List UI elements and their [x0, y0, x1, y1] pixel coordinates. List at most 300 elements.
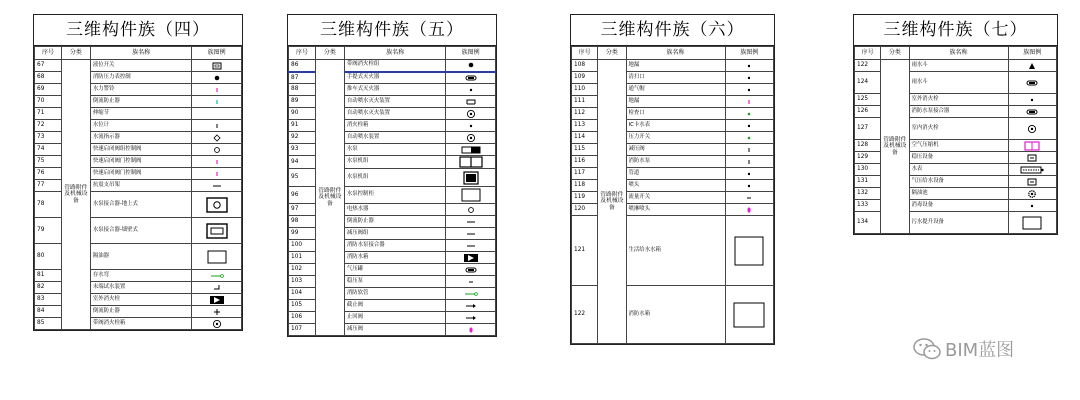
row-number: 110 [572, 84, 598, 96]
family-symbol [446, 300, 496, 312]
row-number: 71 [35, 108, 62, 120]
row-category: 管路附件及机械设备 [61, 60, 90, 330]
family-symbol [725, 120, 774, 132]
family-name: 气压罐 [344, 264, 445, 276]
family-name: 喷头 [626, 180, 725, 192]
family-symbol [725, 156, 774, 168]
family-symbol [1008, 60, 1057, 72]
family-name: 自动喷水装置 [344, 132, 445, 144]
family-name: 检查口 [626, 108, 725, 120]
row-number: 79 [35, 218, 62, 244]
box-rect-icon [194, 223, 239, 239]
column-header-category: 分类 [881, 47, 909, 60]
row-number: 75 [35, 156, 62, 168]
circle-dot-icon [1011, 124, 1055, 134]
family-name: 减压阀组 [344, 228, 445, 240]
dot-small-icon [728, 123, 772, 129]
row-number: 87 [289, 72, 316, 84]
family-name: 水力警铃 [90, 84, 191, 96]
column-header-symbol: 族图例 [1008, 47, 1057, 60]
magenta-box-icon [1011, 141, 1055, 151]
row-number: 100 [289, 240, 316, 252]
table-row [855, 60, 1057, 72]
family-symbol [446, 132, 496, 144]
plus-icon [194, 308, 239, 316]
pill-icon [448, 267, 493, 273]
small-rect-icon [1011, 178, 1055, 186]
family-table [34, 46, 242, 330]
row-number: 124 [855, 72, 881, 94]
row-number: 97 [289, 204, 316, 216]
family-name: 室外消火栓 [90, 294, 191, 306]
family-name: 止回阀 [344, 312, 445, 324]
column-header-category: 分类 [598, 47, 626, 60]
row-number: 95 [289, 169, 316, 187]
family-name: 水泵接合器-地上式 [90, 192, 191, 218]
family-name: 存水弯 [90, 270, 191, 282]
row-number: 101 [289, 252, 316, 264]
tick-magenta-icon [194, 171, 239, 177]
family-name: 快速启闭阀门控制阀 [90, 168, 191, 180]
family-symbol [192, 218, 242, 244]
row-number: 73 [35, 132, 62, 144]
family-table [571, 46, 774, 344]
box-plain-icon [448, 187, 493, 203]
table-row [572, 60, 774, 72]
double-box-icon [448, 156, 493, 168]
row-number: 120 [572, 204, 598, 216]
dash-icon [448, 231, 493, 237]
wechat-icon [913, 338, 941, 360]
pipe-icon [448, 98, 493, 106]
row-number: 76 [35, 168, 62, 180]
family-symbol [446, 72, 496, 84]
row-category: 管路附件及机械设备 [881, 60, 909, 234]
row-number: 84 [35, 306, 62, 318]
row-number: 128 [855, 140, 881, 152]
family-symbol [725, 286, 774, 344]
family-symbol [192, 132, 242, 144]
triangle-box-icon [448, 253, 493, 263]
row-number: 122 [572, 286, 598, 344]
family-symbol [1008, 188, 1057, 200]
circle-small-icon [448, 206, 493, 214]
box-large-icon [728, 235, 772, 267]
family-name: 水泵控制柜 [344, 187, 445, 204]
row-number: 78 [35, 192, 62, 218]
column-header-symbol: 族图例 [725, 47, 774, 60]
family-name: 推车式灭火器 [344, 84, 445, 96]
family-name: 水流指示器 [90, 132, 191, 144]
column-header-no: 序号 [289, 47, 316, 60]
family-symbol [725, 192, 774, 204]
column-header-name: 族名称 [626, 47, 725, 60]
family-name: 倒流防止器 [344, 216, 445, 228]
family-name: 生活给水水箱 [626, 216, 725, 286]
rect-half-icon [448, 146, 493, 154]
row-number: 68 [35, 72, 62, 84]
row-number: 91 [289, 120, 316, 132]
family-symbol [446, 276, 496, 288]
table-row [35, 60, 242, 72]
row-number: 92 [289, 132, 316, 144]
family-name: 带阀消火栓组 [344, 60, 445, 72]
family-symbol [192, 270, 242, 282]
family-name: 手提式灭火器 [344, 72, 445, 84]
sheet-title: 三维构件族（七） [854, 15, 1057, 46]
row-number: 98 [289, 216, 316, 228]
family-name: 水泵机组 [344, 169, 445, 187]
family-symbol [725, 60, 774, 72]
row-number: 67 [35, 60, 62, 72]
family-table [288, 46, 496, 336]
family-name: 压力开关 [626, 132, 725, 144]
family-symbol [1008, 212, 1057, 234]
dot-small-icon [728, 75, 772, 81]
family-symbol [446, 264, 496, 276]
family-symbol [725, 108, 774, 120]
family-name: 通气帽 [626, 84, 725, 96]
arrow-dark-icon [448, 303, 493, 309]
family-name: 雨水斗 [909, 60, 1008, 72]
circle-dot-icon [448, 109, 493, 119]
square-small-icon [194, 62, 239, 70]
family-symbol [446, 156, 496, 169]
family-symbol [1008, 152, 1057, 164]
family-name: 电热水器 [344, 204, 445, 216]
arrow-green-icon [194, 273, 239, 279]
row-number: 104 [289, 288, 316, 300]
row-number: 89 [289, 96, 316, 108]
column-header-no: 序号 [35, 47, 62, 60]
row-number: 99 [289, 228, 316, 240]
family-name: 倒流防止器 [90, 96, 191, 108]
family-name: 减压阀 [626, 144, 725, 156]
family-symbol [446, 204, 496, 216]
family-symbol [192, 306, 242, 318]
family-symbol [192, 192, 242, 218]
family-symbol [725, 204, 774, 216]
family-symbol [446, 108, 496, 120]
family-symbol [446, 96, 496, 108]
family-name: 快速启闭阀组控制阀 [90, 144, 191, 156]
dash-small-icon [728, 195, 772, 201]
row-number: 114 [572, 132, 598, 144]
tick-green-icon [728, 111, 772, 117]
watermark [913, 336, 1014, 362]
family-symbol [446, 187, 496, 204]
row-number: 115 [572, 144, 598, 156]
circle-dot-icon [194, 319, 239, 329]
family-name: 气压给水设备 [909, 176, 1008, 188]
tick-icon [728, 147, 772, 153]
family-symbol [192, 244, 242, 270]
small-rect-icon [1011, 154, 1055, 162]
family-symbol [192, 180, 242, 192]
family-name: 液位开关 [90, 60, 191, 72]
row-number: 81 [35, 270, 62, 282]
family-name: 快速启闭阀门控制阀 [90, 156, 191, 168]
row-number: 69 [35, 84, 62, 96]
dot-small-icon [728, 183, 772, 189]
family-table [854, 46, 1057, 234]
family-name: 消防水泵接合器 [344, 240, 445, 252]
family-symbol [725, 96, 774, 108]
drop-magenta-icon [728, 206, 772, 214]
wide-rect-icon [1011, 166, 1055, 174]
tick-icon [728, 159, 772, 165]
family-name: 末端试水装置 [90, 282, 191, 294]
box-plain-icon [1011, 215, 1055, 231]
dot-small-icon [448, 87, 493, 93]
dot-small-icon [1011, 97, 1055, 103]
row-number: 86 [289, 60, 316, 72]
family-name: IC卡水表 [626, 120, 725, 132]
family-symbol [192, 84, 242, 96]
dot-small-icon [728, 63, 772, 69]
column-header-name: 族名称 [344, 47, 445, 60]
row-number: 70 [35, 96, 62, 108]
family-name: 截止阀 [344, 300, 445, 312]
sheet-four [33, 14, 243, 331]
drop-magenta-icon [448, 326, 493, 334]
family-symbol [446, 312, 496, 324]
family-symbol [446, 228, 496, 240]
row-number: 117 [572, 168, 598, 180]
column-header-category: 分类 [315, 47, 344, 60]
column-header-category: 分类 [61, 47, 90, 60]
family-symbol [446, 84, 496, 96]
tick-magenta-icon [194, 159, 239, 165]
family-symbol [725, 216, 774, 286]
row-number: 121 [572, 216, 598, 286]
family-symbol [725, 72, 774, 84]
arrow-dark-icon [448, 315, 493, 321]
row-number: 125 [855, 94, 881, 106]
solid-box-icon [448, 171, 493, 185]
family-symbol [446, 60, 496, 72]
tick-magenta-icon [728, 99, 772, 105]
sheet-five [287, 14, 497, 337]
table-header [572, 47, 774, 60]
row-number: 113 [572, 120, 598, 132]
triangle-small-icon [1011, 62, 1055, 70]
watermark-text: BIM蓝图 [945, 340, 1015, 361]
family-name: 地漏 [626, 60, 725, 72]
row-number: 134 [855, 212, 881, 234]
dot-small-icon [448, 123, 493, 129]
family-symbol [725, 132, 774, 144]
row-number: 111 [572, 96, 598, 108]
family-symbol [1008, 164, 1057, 176]
family-symbol [446, 120, 496, 132]
column-header-symbol: 族图例 [192, 47, 242, 60]
family-symbol [446, 216, 496, 228]
row-number: 119 [572, 192, 598, 204]
row-number: 133 [855, 200, 881, 212]
row-number: 108 [572, 60, 598, 72]
family-symbol [446, 324, 496, 336]
family-name: 流量开关 [626, 192, 725, 204]
row-number: 131 [855, 176, 881, 188]
gear-icon [1011, 189, 1055, 199]
family-symbol [725, 168, 774, 180]
row-number: 93 [289, 144, 316, 156]
dot-small-icon [728, 171, 772, 177]
family-name: 雨水斗 [909, 72, 1008, 94]
family-name: 伸缩节 [90, 108, 191, 120]
table-header [855, 47, 1057, 60]
row-number: 126 [855, 106, 881, 118]
row-number: 102 [289, 264, 316, 276]
family-name: 室内消火栓 [909, 118, 1008, 140]
table-row [289, 60, 496, 72]
family-symbol [192, 156, 242, 168]
family-symbol [192, 60, 242, 72]
table-header [35, 47, 242, 60]
family-name: 消防水泵接合器 [909, 106, 1008, 118]
family-name: 消防压力表控制 [90, 72, 191, 84]
family-name: 自动喷水灭火装置 [344, 108, 445, 120]
pill-icon [1011, 109, 1055, 115]
dot-small-icon [728, 87, 772, 93]
family-symbol [192, 96, 242, 108]
family-name: 水表 [909, 164, 1008, 176]
family-name: 自动喷水灭火装置 [344, 96, 445, 108]
family-name: 管道 [626, 168, 725, 180]
hook-icon [194, 284, 239, 292]
row-number: 112 [572, 108, 598, 120]
family-name: 地漏 [626, 96, 725, 108]
sheet-title: 三维构件族（四） [34, 15, 242, 46]
row-number: 74 [35, 144, 62, 156]
diamond-icon [194, 134, 239, 142]
family-name: 消防水箱 [344, 252, 445, 264]
family-symbol [1008, 140, 1057, 152]
box-large-2-icon [728, 301, 772, 329]
row-number: 77 [35, 180, 62, 192]
sheet-seven [853, 14, 1058, 235]
row-number: 90 [289, 108, 316, 120]
arrow-green-icon [448, 291, 493, 297]
family-symbol [725, 180, 774, 192]
box-plain-icon [194, 249, 239, 265]
tick-cyan-icon [194, 99, 239, 105]
row-number: 118 [572, 180, 598, 192]
family-symbol [192, 120, 242, 132]
row-number: 103 [289, 276, 316, 288]
row-number: 116 [572, 156, 598, 168]
family-name: 消防水泵 [626, 156, 725, 168]
family-symbol [192, 294, 242, 306]
family-symbol [1008, 200, 1057, 212]
family-name: 隔油池 [909, 188, 1008, 200]
family-name: 抗震支吊架 [90, 180, 191, 192]
column-header-no: 序号 [855, 47, 881, 60]
family-name: 清扫口 [626, 72, 725, 84]
family-name: 消毒设备 [909, 200, 1008, 212]
row-number: 83 [35, 294, 62, 306]
row-number: 130 [855, 164, 881, 176]
family-name: 水泵机组 [344, 156, 445, 169]
row-number: 132 [855, 188, 881, 200]
family-name: 稳压泵 [344, 276, 445, 288]
pill-icon [448, 75, 493, 81]
family-name: 水位计 [90, 120, 191, 132]
family-symbol [192, 282, 242, 294]
dot-icon [194, 74, 239, 82]
family-symbol [446, 288, 496, 300]
family-name: 消防水箱 [626, 286, 725, 344]
family-name: 倒流防止器 [90, 306, 191, 318]
family-name: 水泵 [344, 144, 445, 156]
dash-small-icon [448, 279, 493, 285]
family-name: 喷淋喷头 [626, 204, 725, 216]
row-number: 127 [855, 118, 881, 140]
dash-icon [194, 183, 239, 189]
row-number: 96 [289, 187, 316, 204]
family-symbol [446, 252, 496, 264]
family-name: 空气压缩机 [909, 140, 1008, 152]
family-symbol [725, 84, 774, 96]
family-name: 消火栓箱 [344, 120, 445, 132]
row-number: 82 [35, 282, 62, 294]
family-symbol [192, 318, 242, 330]
row-number: 129 [855, 152, 881, 164]
sheet-title: 三维构件族（五） [288, 15, 496, 46]
row-category: 管路附件及机械设备 [315, 60, 344, 336]
family-name: 稳压设备 [909, 152, 1008, 164]
dot-icon [448, 61, 493, 69]
dash-icon [448, 219, 493, 225]
family-name: 消防软管 [344, 288, 445, 300]
row-number: 107 [289, 324, 316, 336]
row-number: 122 [855, 60, 881, 72]
family-name: 污水提升设备 [909, 212, 1008, 234]
tick-icon [194, 123, 239, 129]
sheet-title: 三维构件族（六） [571, 15, 774, 46]
table-header [289, 47, 496, 60]
column-header-name: 族名称 [909, 47, 1008, 60]
family-symbol [1008, 106, 1057, 118]
row-number: 106 [289, 312, 316, 324]
family-symbol [192, 108, 242, 120]
column-header-name: 族名称 [90, 47, 191, 60]
family-symbol [192, 72, 242, 84]
dash-icon [448, 243, 493, 249]
box-circle-icon [194, 197, 239, 213]
tick-magenta-icon [194, 87, 239, 93]
row-number: 85 [35, 318, 62, 330]
row-number: 105 [289, 300, 316, 312]
family-symbol [446, 144, 496, 156]
row-number: 94 [289, 156, 316, 169]
family-symbol [725, 144, 774, 156]
family-symbol [192, 168, 242, 180]
family-name: 隔油器 [90, 244, 191, 270]
family-symbol [1008, 176, 1057, 188]
triangle-box-icon [194, 295, 239, 305]
column-header-no: 序号 [572, 47, 598, 60]
row-number: 88 [289, 84, 316, 96]
family-symbol [1008, 118, 1057, 140]
dot-small-icon [1011, 203, 1055, 209]
row-number: 80 [35, 244, 62, 270]
family-name: 室外消火栓 [909, 94, 1008, 106]
family-symbol [1008, 72, 1057, 94]
family-symbol [446, 240, 496, 252]
circle-small-icon [194, 146, 239, 154]
